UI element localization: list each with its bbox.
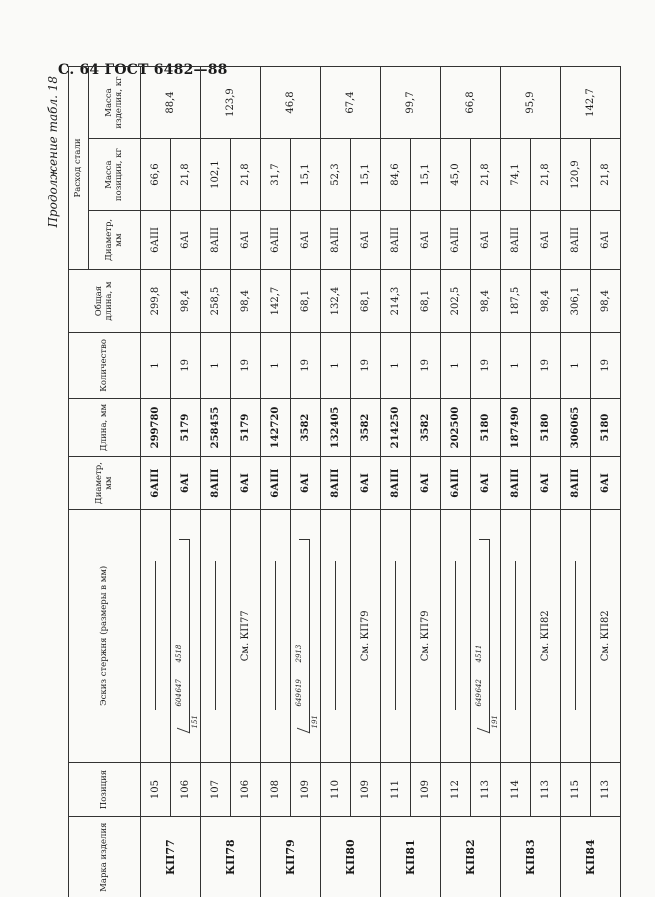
header-length: Длина, мм [69,398,141,457]
cell-diameter: 6АI [591,457,621,509]
cell-mark: КП77 [141,817,201,897]
cell-total-length: 68,1 [411,269,441,332]
cell-length: 3582 [411,398,441,457]
cell-position-mass: 45,0 [441,139,471,211]
cell-total-length: 98,4 [171,269,201,332]
cell-length: 3582 [351,398,381,457]
cell-quantity: 1 [201,333,231,398]
cell-position: 109 [291,762,321,817]
cell-steel-diameter: 8АIII [561,211,591,270]
sketch-dimension: 649 [294,693,303,707]
cell-steel-diameter: 6АI [351,211,381,270]
cell-length: 132405 [321,398,351,457]
cell-total-length: 202,5 [441,269,471,332]
cell-position-mass: 21,8 [471,139,501,211]
rod-straight-sketch [575,561,576,710]
cell-length: 3582 [291,398,321,457]
sketch-reference: См. КП82 [540,610,551,662]
cell-steel-diameter: 6АI [231,211,261,270]
sketch-reference: См. КП79 [420,610,431,662]
cell-diameter: 6АI [231,457,261,509]
cell-sketch [381,509,411,762]
cell-position-mass: 15,1 [291,139,321,211]
cell-position-mass: 21,8 [231,139,261,211]
cell-sketch [561,509,591,762]
cell-steel-diameter: 6АI [591,211,621,270]
rod-straight-sketch [215,561,216,710]
cell-sketch [411,509,441,762]
cell-product-mass: 67,4 [321,67,381,139]
cell-position: 113 [471,762,501,817]
cell-total-length: 299,8 [141,269,171,332]
cell-total-length: 68,1 [351,269,381,332]
cell-quantity: 1 [321,333,351,398]
cell-diameter: 8АIII [501,457,531,509]
table-row [291,67,321,897]
table-row [561,67,591,897]
cell-product-mass: 123,9 [201,67,261,139]
table-row [351,67,381,897]
cell-quantity: 1 [561,333,591,398]
sketch-dimension: 2913 [294,644,303,663]
cell-mark: КП79 [261,817,321,897]
cell-position: 115 [561,762,591,817]
cell-steel-diameter: 6АI [291,211,321,270]
table-body [141,67,621,897]
cell-sketch [171,509,201,762]
cell-product-mass: 46,8 [261,67,321,139]
cell-position-mass: 21,8 [531,139,561,211]
cell-length: 258455 [201,398,231,457]
cell-position: 113 [531,762,561,817]
cell-diameter: 6АI [471,457,501,509]
cell-length: 5179 [231,398,261,457]
sketch-dimension: 191 [310,715,319,729]
cell-diameter: 6АI [171,457,201,509]
cell-sketch [321,509,351,762]
cell-position-mass: 21,8 [171,139,201,211]
cell-quantity: 1 [261,333,291,398]
table-row [411,67,441,897]
rod-straight-sketch [455,561,456,710]
cell-position-mass: 15,1 [351,139,381,211]
sketch-reference: См. КП82 [600,610,611,662]
cell-length: 5179 [171,398,201,457]
cell-sketch [141,509,171,762]
table-row [471,67,501,897]
header-steel-usage: Расход стали [69,67,89,270]
cell-total-length: 258,5 [201,269,231,332]
header-quantity: Количество [69,333,141,398]
table-row [441,67,471,897]
header-steel-diameter: Диаметр, мм [89,211,141,270]
cell-diameter: 8АIII [381,457,411,509]
cell-position-mass: 102,1 [201,139,231,211]
sketch-reference: См. КП79 [360,610,371,662]
cell-diameter: 8АIII [321,457,351,509]
cell-position: 113 [591,762,621,817]
sketch-dimension: 4511 [474,644,483,663]
cell-length: 5180 [531,398,561,457]
cell-position-mass: 52,3 [321,139,351,211]
cell-diameter: 8АIII [201,457,231,509]
cell-mark: КП80 [321,817,381,897]
cell-quantity: 19 [171,333,201,398]
cell-length: 202500 [441,398,471,457]
cell-product-mass: 99,7 [381,67,441,139]
rod-straight-sketch [275,561,276,710]
cell-length: 187490 [501,398,531,457]
cell-sketch [531,509,561,762]
cell-sketch [231,509,261,762]
cell-quantity: 1 [441,333,471,398]
cell-position: 114 [501,762,531,817]
cell-steel-diameter: 8АIII [381,211,411,270]
cell-position: 111 [381,762,411,817]
cell-position: 105 [141,762,171,817]
cell-sketch [261,509,291,762]
rod-straight-sketch [155,561,156,710]
page-header: С. 64 ГОСТ 6482—88 [58,62,228,78]
sketch-reference: См. КП77 [240,610,251,662]
cell-position-mass: 31,7 [261,139,291,211]
cell-position-mass: 15,1 [411,139,441,211]
cell-quantity: 19 [411,333,441,398]
header-product-mass: Масса изделия, кг [89,67,141,139]
cell-sketch [441,509,471,762]
cell-steel-diameter: 6АIII [141,211,171,270]
cell-sketch [351,509,381,762]
cell-total-length: 98,4 [591,269,621,332]
cell-diameter: 6АIII [261,457,291,509]
cell-length: 5180 [591,398,621,457]
cell-steel-diameter: 6АI [411,211,441,270]
cell-length: 214250 [381,398,411,457]
cell-steel-diameter: 6АIII [441,211,471,270]
cell-steel-diameter: 6АI [471,211,501,270]
cell-product-mass: 95,9 [501,67,561,139]
header-sketch: Эскиз стержня (размеры в мм) [69,509,141,762]
cell-mark: КП82 [441,817,501,897]
cell-quantity: 19 [471,333,501,398]
cell-diameter: 6АI [411,457,441,509]
sketch-dimension: 647 [174,679,183,693]
cell-mark: КП78 [201,817,261,897]
cell-total-length: 98,4 [471,269,501,332]
cell-length: 5180 [471,398,501,457]
table-row [321,67,351,897]
cell-quantity: 19 [351,333,381,398]
cell-position: 112 [441,762,471,817]
cell-mark: КП84 [561,817,621,897]
cell-total-length: 142,7 [261,269,291,332]
sketch-dimension: 619 [294,679,303,693]
rod-bent-sketch [295,539,317,732]
cell-position: 108 [261,762,291,817]
cell-quantity: 1 [141,333,171,398]
cell-quantity: 1 [381,333,411,398]
cell-product-mass: 142,7 [561,67,621,139]
cell-steel-diameter: 8АIII [201,211,231,270]
cell-steel-diameter: 6АIII [261,211,291,270]
cell-steel-diameter: 8АIII [501,211,531,270]
header-diameter: Диаметр, мм [69,457,141,509]
table-row [591,67,621,897]
cell-position-mass: 21,8 [591,139,621,211]
cell-quantity: 19 [291,333,321,398]
table-row [261,67,291,897]
table-row [381,67,411,897]
cell-product-mass: 66,8 [441,67,501,139]
cell-steel-diameter: 6АI [531,211,561,270]
cell-diameter: 6АI [531,457,561,509]
cell-total-length: 132,4 [321,269,351,332]
rod-straight-sketch [395,561,396,710]
cell-sketch [501,509,531,762]
cell-total-length: 98,4 [231,269,261,332]
cell-position: 109 [351,762,381,817]
cell-position: 109 [411,762,441,817]
table-row [141,67,171,897]
cell-position-mass: 84,6 [381,139,411,211]
header-total-length: Общая длина, м [69,269,141,332]
rod-bent-sketch [175,539,197,732]
cell-total-length: 214,3 [381,269,411,332]
cell-mark: КП83 [501,817,561,897]
rod-straight-sketch [515,561,516,710]
cell-position: 110 [321,762,351,817]
sketch-dimension: 649 [474,693,483,707]
cell-total-length: 98,4 [531,269,561,332]
cell-steel-diameter: 8АIII [321,211,351,270]
rod-bent-sketch [475,539,497,732]
cell-diameter: 6АI [351,457,381,509]
sketch-dimension: 642 [474,679,483,693]
sketch-dimension: 604 [174,693,183,707]
cell-sketch [201,509,231,762]
table-caption: Продолжение табл. 18 [46,76,60,228]
cell-diameter: 6АI [291,457,321,509]
cell-total-length: 68,1 [291,269,321,332]
cell-length: 299780 [141,398,171,457]
rod-straight-sketch [335,561,336,710]
cell-diameter: 8АIII [561,457,591,509]
table-row [231,67,261,897]
cell-position: 106 [171,762,201,817]
cell-quantity: 1 [501,333,531,398]
table-row [201,67,231,897]
cell-total-length: 306,1 [561,269,591,332]
cell-sketch [591,509,621,762]
cell-position: 107 [201,762,231,817]
sketch-dimension: 4518 [174,644,183,663]
table-row [171,67,201,897]
table-row [501,67,531,897]
cell-product-mass: 88,4 [141,67,201,139]
cell-position-mass: 66,6 [141,139,171,211]
cell-diameter: 6АIII [441,457,471,509]
cell-length: 306065 [561,398,591,457]
reinforcement-table [68,66,621,897]
cell-total-length: 187,5 [501,269,531,332]
cell-position-mass: 120,9 [561,139,591,211]
cell-sketch [471,509,501,762]
cell-position: 106 [231,762,261,817]
sketch-dimension: 151 [190,715,199,729]
cell-quantity: 19 [231,333,261,398]
header-position-mass: Масса позиции, кг [89,139,141,211]
header-mark: Марка изделия [69,817,141,897]
cell-steel-diameter: 6АI [171,211,201,270]
table-row [531,67,561,897]
cell-position-mass: 74,1 [501,139,531,211]
rotated-table-region [46,66,628,897]
cell-diameter: 6АIII [141,457,171,509]
cell-quantity: 19 [591,333,621,398]
sketch-dimension: 191 [490,715,499,729]
cell-length: 142720 [261,398,291,457]
header-position: Позиция [69,762,141,817]
cell-quantity: 19 [531,333,561,398]
cell-sketch [291,509,321,762]
cell-mark: КП81 [381,817,441,897]
